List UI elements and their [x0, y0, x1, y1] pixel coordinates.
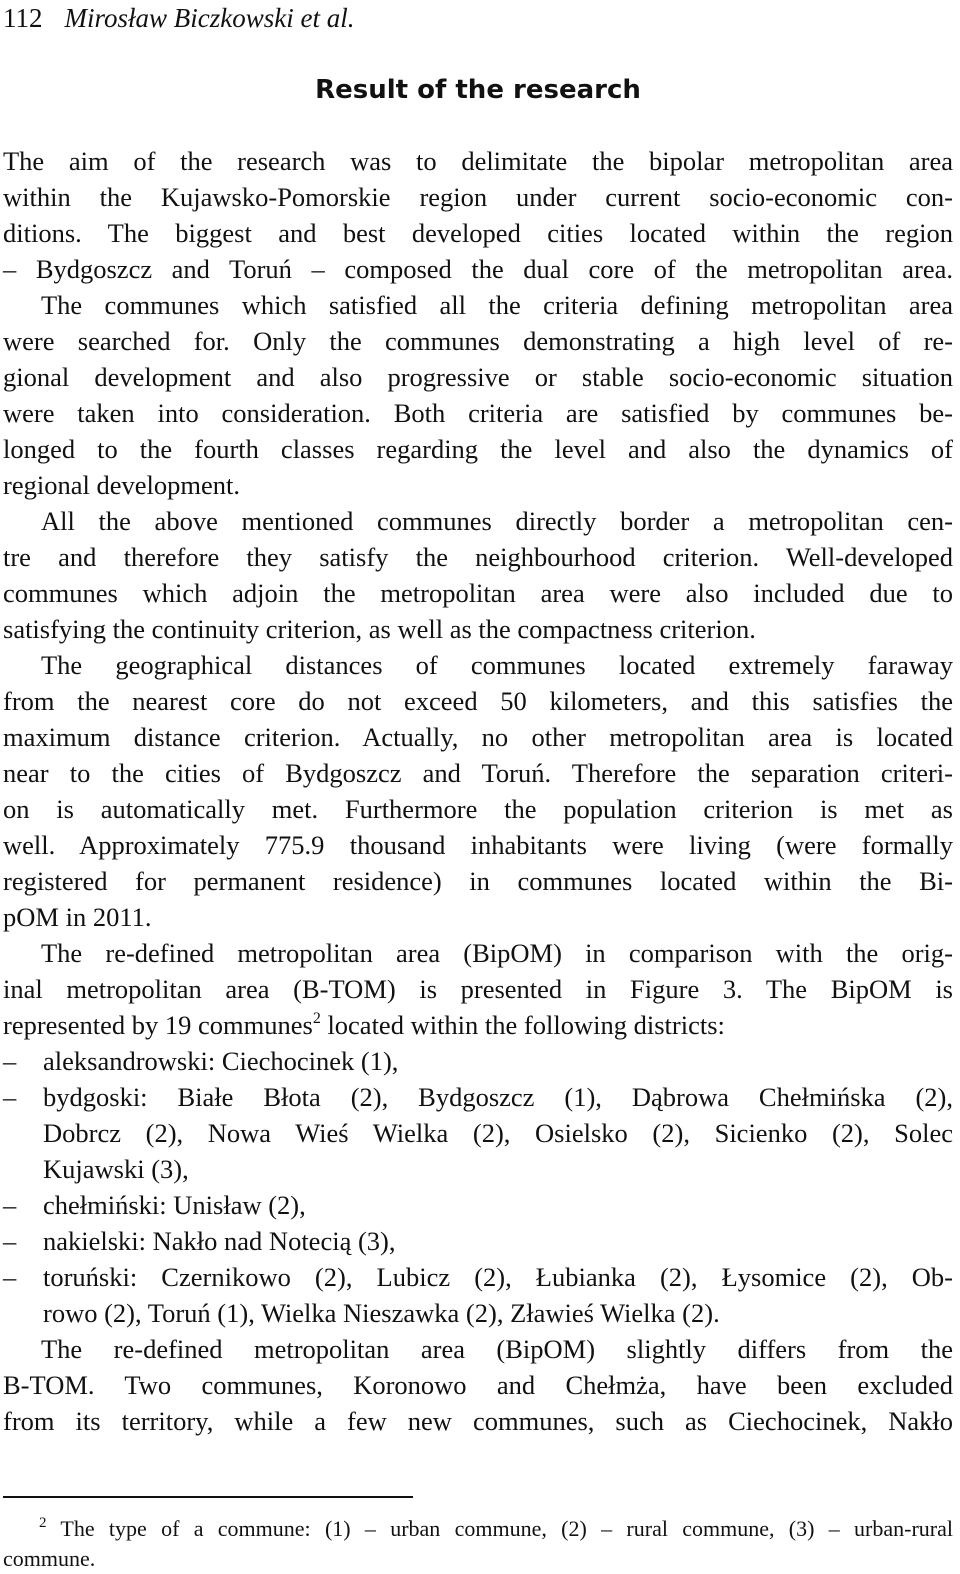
- list-item: [3, 1079, 953, 1115]
- list-dash: –: [3, 1046, 17, 1076]
- footnote-marker: 2: [39, 1515, 47, 1531]
- list-dash: –: [3, 1226, 17, 1256]
- footnote-line: commune.: [3, 1546, 96, 1571]
- list-item: [3, 1043, 953, 1079]
- paragraph-start-line: The geographical distances of communes located extremely faraway: [41, 650, 953, 680]
- section-heading: Result of the research: [315, 75, 641, 105]
- footnote-separator: [3, 1496, 413, 1498]
- footnote-text: The type of a commune: (1) – urban commune, (2) – rural commune, (3) – urban-rural: [46, 1516, 953, 1541]
- page-number: 112: [3, 3, 43, 33]
- paragraph-start-line: All the above mentioned communes directly border a metropolitan cen-: [41, 506, 953, 536]
- paragraph-end-line: regional development.: [3, 470, 240, 500]
- list-item-text: chełmiński: Unisław (2),: [43, 1190, 306, 1220]
- list-item-continuation: Dobrcz (2), Nowa Wieś Wielka (2), Osielsko (2), Sicienko (2), Solec: [43, 1118, 953, 1148]
- footnote-reference: 2: [312, 1010, 321, 1027]
- text-line-with-footnote: [3, 1007, 953, 1043]
- footnote-line: [3, 1514, 953, 1544]
- text-line: maximum distance criterion. Actually, no other metropolitan area is located: [3, 722, 953, 752]
- list-item: [3, 1223, 953, 1259]
- text-line: tre and therefore they satisfy the neighbourhood criterion. Well-developed: [3, 542, 953, 572]
- paragraph-start-line: The re-defined metropolitan area (BipOM) slightly differs from the: [41, 1334, 953, 1364]
- list-dash: –: [3, 1082, 17, 1112]
- document-page: [3, 0, 953, 1574]
- list-item: [3, 1187, 953, 1223]
- paragraph-start-line: The communes which satisfied all the criteria defining metropolitan area: [41, 290, 953, 320]
- list-dash: –: [3, 1190, 17, 1220]
- list-item-text: aleksandrowski: Ciechocinek (1),: [43, 1046, 399, 1076]
- text-line: on is automatically met. Furthermore the population criterion is met as: [3, 794, 953, 824]
- text-line: were taken into consideration. Both criteria are satisfied by communes be-: [3, 398, 953, 428]
- list-item-continuation: rowo (2), Toruń (1), Wielka Nieszawka (2), Zławieś Wielka (2).: [43, 1298, 720, 1328]
- text-line: well. Approximately 775.9 thousand inhabitants were living (were formally: [3, 830, 953, 860]
- paragraph-end-line: satisfying the continuity criterion, as well as the compactness criterion.: [3, 614, 756, 644]
- list-dash: –: [3, 1262, 17, 1292]
- text-line: The aim of the research was to delimitate the bipolar metropolitan area: [3, 146, 953, 176]
- list-item-continuation: Kujawski (3),: [43, 1154, 189, 1184]
- running-head-authors: Mirosław Biczkowski et al.: [64, 3, 355, 33]
- body-text: [3, 143, 953, 1439]
- text-line: B-TOM. Two communes, Koronowo and Chełmża, have been excluded: [3, 1370, 953, 1400]
- text-line: were searched for. Only the communes demonstrating a high level of re-: [3, 326, 953, 356]
- paragraph-start-line: The re-defined metropolitan area (BipOM) in comparison with the orig-: [41, 938, 953, 968]
- text-line: near to the cities of Bydgoszcz and Toruń. Therefore the separation criteri-: [3, 758, 953, 788]
- text-line: longed to the fourth classes regarding the level and also the dynamics of: [3, 434, 953, 464]
- line-part: represented by 19 communes: [3, 1010, 313, 1040]
- list-item-text: toruński: Czernikowo (2), Lubicz (2), Łubianka (2), Łysomice (2), Ob-: [43, 1262, 953, 1292]
- text-line: registered for permanent residence) in communes located within the Bi-: [3, 866, 953, 896]
- footnote: [3, 1514, 953, 1574]
- text-line: ditions. The biggest and best developed cities located within the region: [3, 218, 953, 248]
- text-line: from its territory, while a few new communes, such as Ciechocinek, Nakło: [3, 1406, 953, 1436]
- text-line: gional development and also progressive or stable socio-economic situation: [3, 362, 953, 392]
- list-item: [3, 1259, 953, 1295]
- text-line: inal metropolitan area (B-TOM) is presented in Figure 3. The BipOM is: [3, 974, 953, 1004]
- paragraph-end-line: pOM in 2011.: [3, 902, 152, 932]
- text-line: – Bydgoszcz and Toruń – composed the dual core of the metropolitan area.: [3, 254, 953, 284]
- text-line: communes which adjoin the metropolitan area were also included due to: [3, 578, 953, 608]
- text-line: within the Kujawsko-Pomorskie region under current socio-economic con-: [3, 182, 953, 212]
- line-part: located within the following districts:: [320, 1010, 725, 1040]
- list-item-text: bydgoski: Białe Błota (2), Bydgoszcz (1), Dąbrowa Chełmińska (2),: [43, 1082, 953, 1112]
- list-item-text: nakielski: Nakło nad Notecią (3),: [43, 1226, 396, 1256]
- running-head: [3, 2, 354, 34]
- text-line: from the nearest core do not exceed 50 kilometers, and this satisfies the: [3, 686, 953, 716]
